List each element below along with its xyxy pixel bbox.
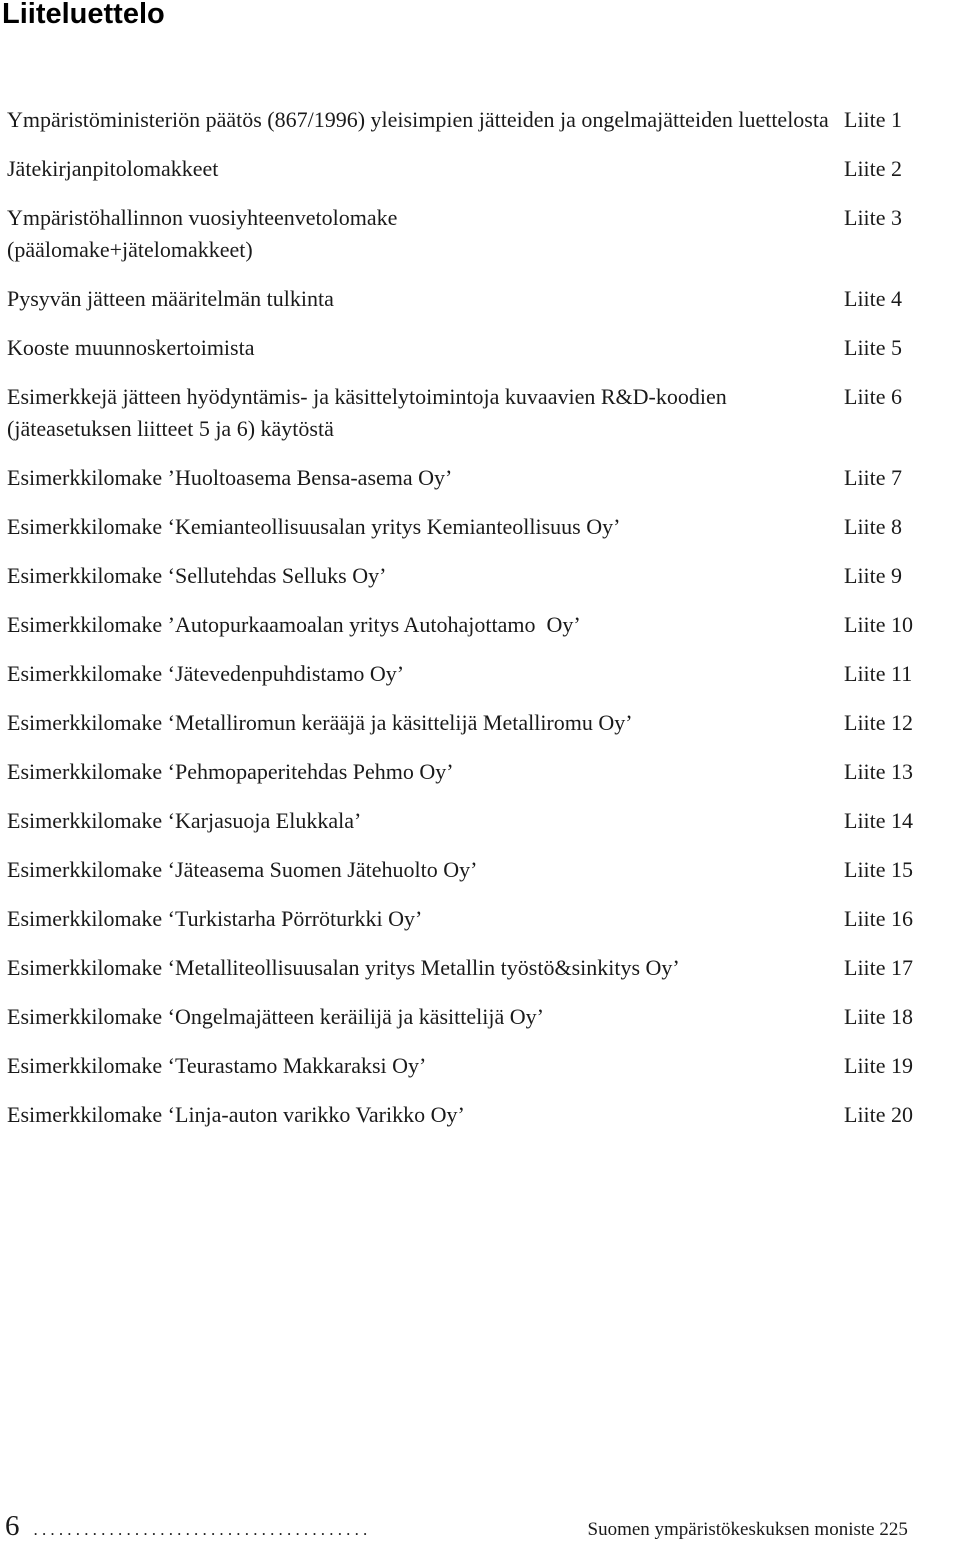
appendix-entry [7,609,937,641]
appendix-title: Esimerkkilomake ‘Pehmopaperitehdas Pehmo Oy’ [7,759,454,784]
appendix-entry [7,903,937,935]
footer-series-title: Suomen ympäristökeskuksen moniste 225 [587,1519,908,1540]
appendix-title: Esimerkkilomake ‘Metalliromun kerääjä ja käsittelijä Metalliromu Oy’ [7,710,633,735]
appendix-number: Liite 8 [844,514,903,539]
appendix-number: Liite 13 [844,759,914,784]
appendix-entry [7,707,937,739]
appendix-number: Liite 7 [844,465,903,490]
appendix-entry [7,283,937,315]
appendix-number: Liite 6 [844,384,903,409]
appendix-entry [7,1001,937,1033]
appendix-number: Liite 16 [844,906,914,931]
appendix-title: Esimerkkilomake ‘Turkistarha Pörröturkki Oy’ [7,906,423,931]
appendix-title: Esimerkkilomake ’Huoltoasema Bensa-asema Oy’ [7,465,453,490]
appendix-number: Liite 20 [844,1102,914,1127]
appendix-title: Esimerkkilomake ‘Teurastamo Makkaraksi Oy’ [7,1053,427,1078]
appendix-title: Ympäristöhallinnon vuosiyhteenvetolomake (päälomake+jätelomakkeet) [7,205,398,262]
appendix-entry [7,854,937,886]
appendix-entry [7,381,937,445]
appendix-number: Liite 1 [844,107,903,132]
appendix-entry [7,462,937,494]
appendix-entry [7,658,937,690]
appendix-title: Esimerkkilomake ‘Sellutehdas Selluks Oy’ [7,563,387,588]
appendix-title: Esimerkkilomake ‘Kemianteollisuusalan yritys Kemianteollisuus Oy’ [7,514,621,539]
appendix-entry [7,1050,937,1082]
appendix-entry [7,805,937,837]
appendix-number: Liite 15 [844,857,914,882]
appendix-title: Kooste muunnoskertoimista [7,335,255,360]
appendix-entry [7,202,937,266]
footer-leader-dots: ........................................ [33,1520,372,1539]
appendix-title: Esimerkkilomake ’Autopurkaamoalan yritys Autohajottamo Oy’ [7,612,581,637]
appendix-entry [7,511,937,543]
appendix-entry [7,952,937,984]
footer-page-number: 6 [5,1510,20,1542]
appendix-entry [7,153,937,185]
appendix-list [7,104,937,1148]
appendix-entry [7,104,937,136]
appendix-title: Esimerkkilomake ‘Jätevedenpuhdistamo Oy’ [7,661,405,686]
page-title: Liiteluettelo [2,0,165,30]
appendix-title: Jätekirjanpitolomakkeet [7,156,219,181]
appendix-title: Esimerkkilomake ‘Jäteasema Suomen Jätehuolto Oy’ [7,857,478,882]
appendix-number: Liite 12 [844,710,914,735]
appendix-number: Liite 9 [844,563,903,588]
appendix-entry [7,756,937,788]
appendix-number: Liite 11 [844,661,913,686]
appendix-title: Esimerkkilomake ‘Ongelmajätteen keräilijä ja käsittelijä Oy’ [7,1004,544,1029]
appendix-title: Pysyvän jätteen määritelmän tulkinta [7,286,334,311]
page-footer [5,1508,957,1544]
appendix-number: Liite 19 [844,1053,914,1078]
appendix-entry [7,560,937,592]
appendix-entry [7,1099,937,1131]
appendix-number: Liite 2 [844,156,903,181]
appendix-number: Liite 3 [844,205,903,230]
appendix-title: Esimerkkilomake ‘Linja-auton varikko Varikko Oy’ [7,1102,465,1127]
appendix-title: Esimerkkilomake ‘Karjasuoja Elukkala’ [7,808,362,833]
appendix-title: Ympäristöministeriön päätös (867/1996) yleisimpien jätteiden ja ongelmajätteiden luettelosta [7,107,829,132]
appendix-number: Liite 14 [844,808,914,833]
appendix-number: Liite 4 [844,286,903,311]
appendix-title: Esimerkkilomake ‘Metalliteollisuusalan yritys Metallin työstö&sinkitys Oy’ [7,955,680,980]
appendix-number: Liite 10 [844,612,914,637]
appendix-entry [7,332,937,364]
appendix-title: Esimerkkejä jätteen hyödyntämis- ja käsittelytoimintoja kuvaavien R&D-koodien (jäteasetuksen liitteet 5 ja 6) käytöstä [7,384,733,441]
appendix-number: Liite 17 [844,955,914,980]
appendix-number: Liite 18 [844,1004,914,1029]
appendix-number: Liite 5 [844,335,903,360]
